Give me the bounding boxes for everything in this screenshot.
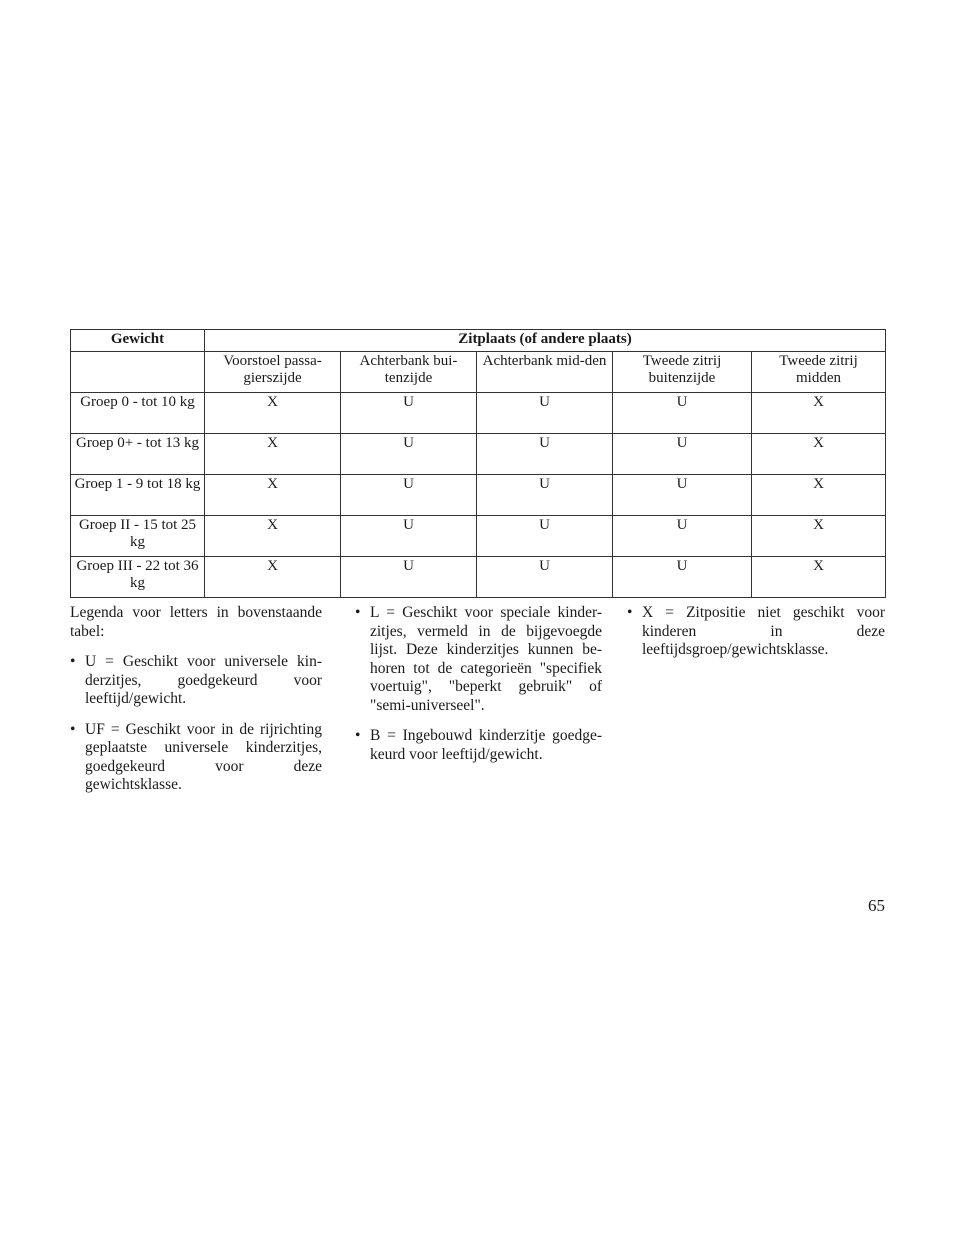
bullet-icon: • [355,604,361,621]
table-cell: X [752,475,886,516]
bullet-icon: • [70,720,76,738]
table-cell: X [205,557,341,598]
table-cell: U [477,557,613,598]
page-number: 65 [868,896,885,915]
bullet-icon: • [627,604,633,621]
table-cell: U [477,475,613,516]
table-cell: U [613,516,752,557]
legend-intro: Legenda voor letters in bovenstaande tabel: [70,604,322,640]
legend-item-text: X = Zitpositie niet geschikt voor kinderen in deze leeftijdsgroep/gewichtsklasse. [642,604,885,658]
column-header: Achterbank bui-tenzijde [341,352,477,393]
row-group-label: Groep 1 - 9 tot 18 kg [71,475,205,516]
legend-item-b [355,727,602,764]
table-cell: X [752,393,886,434]
table-cell: U [613,434,752,475]
table-cell: U [477,434,613,475]
table-cell: U [477,516,613,557]
table-cell: X [752,557,886,598]
row-group-label: Groep 0+ - tot 13 kg [71,434,205,475]
legend-column-2 [355,604,602,776]
column-header: Voorstoel passa-gierszijde [205,352,341,393]
table-cell: U [613,475,752,516]
row-group-label: Groep 0 - tot 10 kg [71,393,205,434]
table-cell: U [341,393,477,434]
table-cell: X [752,516,886,557]
seat-compatibility-table [70,329,886,598]
table-cell: U [477,393,613,434]
table-cell: U [341,516,477,557]
table-row [71,475,886,516]
table-row [71,434,886,475]
legend-item-text: B = Ingebouwd kinderzitje goedge-keurd voor leeftijd/gewicht. [370,727,602,763]
table-cell: U [613,557,752,598]
legend-column-1 [70,604,322,807]
table-row [71,516,886,557]
table-cell: X [752,434,886,475]
legend-item-text: UF = Geschikt voor in de rijrichting geplaatste universele kinderzitjes, goedgekeurd voor deze gewichtsklasse. [85,720,322,793]
column-header: Tweede zitrij midden [752,352,886,393]
legend-item-text: U = Geschikt voor universele kin-derzitjes, goedgekeurd voor leeftijd/gewicht. [85,653,322,707]
bullet-icon: • [70,653,76,670]
column-header: Tweede zitrij buitenzijde [613,352,752,393]
legend-item-uf [70,721,322,795]
legend-item-x [627,604,885,660]
table-cell: U [341,557,477,598]
table-cell: X [205,393,341,434]
table-cell: U [613,393,752,434]
table-row [71,557,886,598]
row-group-label: Groep II - 15 tot 25 kg [71,516,205,557]
column-header: Achterbank mid-den [477,352,613,393]
header-weight: Gewicht [71,330,205,352]
table-cell: U [341,475,477,516]
legend-item-l [355,604,602,715]
table-cell: X [205,434,341,475]
table-cell: X [205,516,341,557]
legend-item-u [70,653,322,709]
legend-item-text: L = Geschikt voor speciale kinder-zitjes, vermeld in de bijgevoegde lijst. Deze kinderzitjes kunnen be-horen tot de categorieën "specifiek voertuig", "beperkt gebruik" of "semi-universeel". [370,604,602,714]
header-seat-position: Zitplaats (of andere plaats) [205,330,886,352]
header-empty [71,352,205,393]
bullet-icon: • [355,727,361,744]
table-row [71,393,886,434]
row-group-label: Groep III - 22 tot 36 kg [71,557,205,598]
table-cell: X [205,475,341,516]
legend-column-3 [627,604,885,672]
table-cell: U [341,434,477,475]
